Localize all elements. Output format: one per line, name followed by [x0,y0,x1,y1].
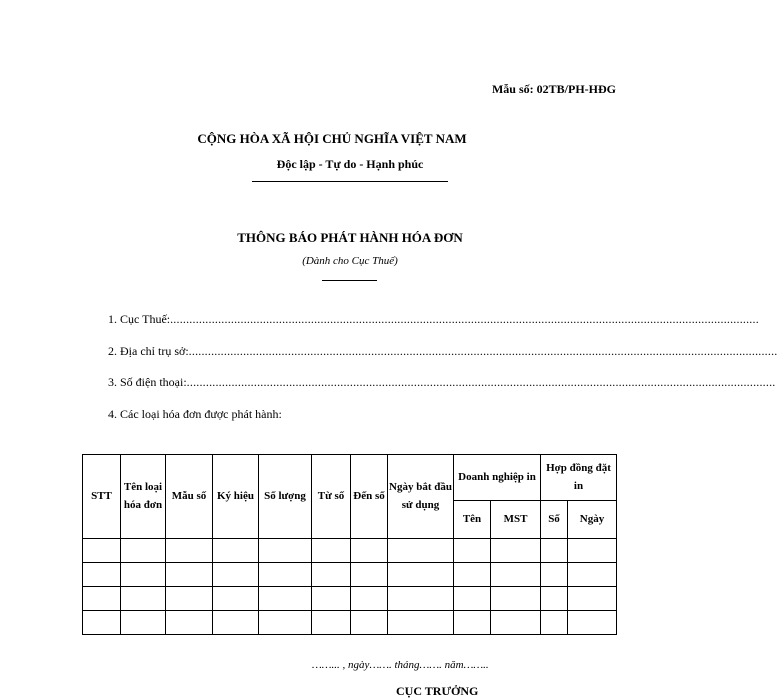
invoice-table [82,454,617,635]
motto-underline [252,181,448,182]
title-underline [322,280,377,281]
field-label: 1. Cục Thuế: [108,312,171,326]
col-from-number: Từ số [312,455,351,539]
col-contract-number: Số [541,501,568,539]
document-subtitle: (Dành cho Cục Thuế) [302,255,398,267]
signer-title: CỤC TRƯỞNG [396,684,479,698]
field-label: 2. Địa chỉ trụ sở: [108,344,189,358]
col-stt: STT [83,455,121,539]
fill-dots: ........................................................................................................................................................................................ [186,375,776,389]
col-printing-company: Doanh nghiệp in [454,455,541,501]
document-title: THÔNG BÁO PHÁT HÀNH HÓA ĐƠN [237,230,463,245]
col-contract-date: Ngày [568,501,617,539]
table-row [83,587,617,611]
table-row [83,563,617,587]
field-label: 3. Số điện thoại: [108,375,187,389]
field-address [108,344,777,359]
fill-dots: ........................................................................................................................................................................................ [170,312,759,326]
col-invoice-type: Tên loại hóa đơn [121,455,166,539]
col-form-number: Mẫu số [166,455,213,539]
field-phone [108,375,776,390]
col-to-number: Đến số [351,455,388,539]
col-start-date: Ngày bắt đầu sử dụng [388,455,454,539]
invoice-types-heading: 4. Các loại hóa đơn được phát hành: [108,407,282,421]
motto: Độc lập - Tự do - Hạnh phúc [276,157,424,171]
table-row [83,539,617,563]
col-quantity: Số lượng [259,455,312,539]
national-heading: CỘNG HÒA XÃ HỘI CHỦ NGHĨA VIỆT NAM [197,131,467,146]
col-symbol: Ký hiệu [213,455,259,539]
col-print-contract: Hợp đồng đặt in [541,455,617,501]
fill-dots: ........................................................................................................................................................................................ [188,344,777,358]
table-row [83,611,617,635]
form-code: Mẫu số: 02TB/PH-HĐG [491,82,616,96]
col-tax-code: MST [491,501,541,539]
date-line: ……... , ngày……. tháng……. năm…….. [312,659,489,671]
col-company-name: Tên [454,501,491,539]
field-tax-department [108,312,759,327]
